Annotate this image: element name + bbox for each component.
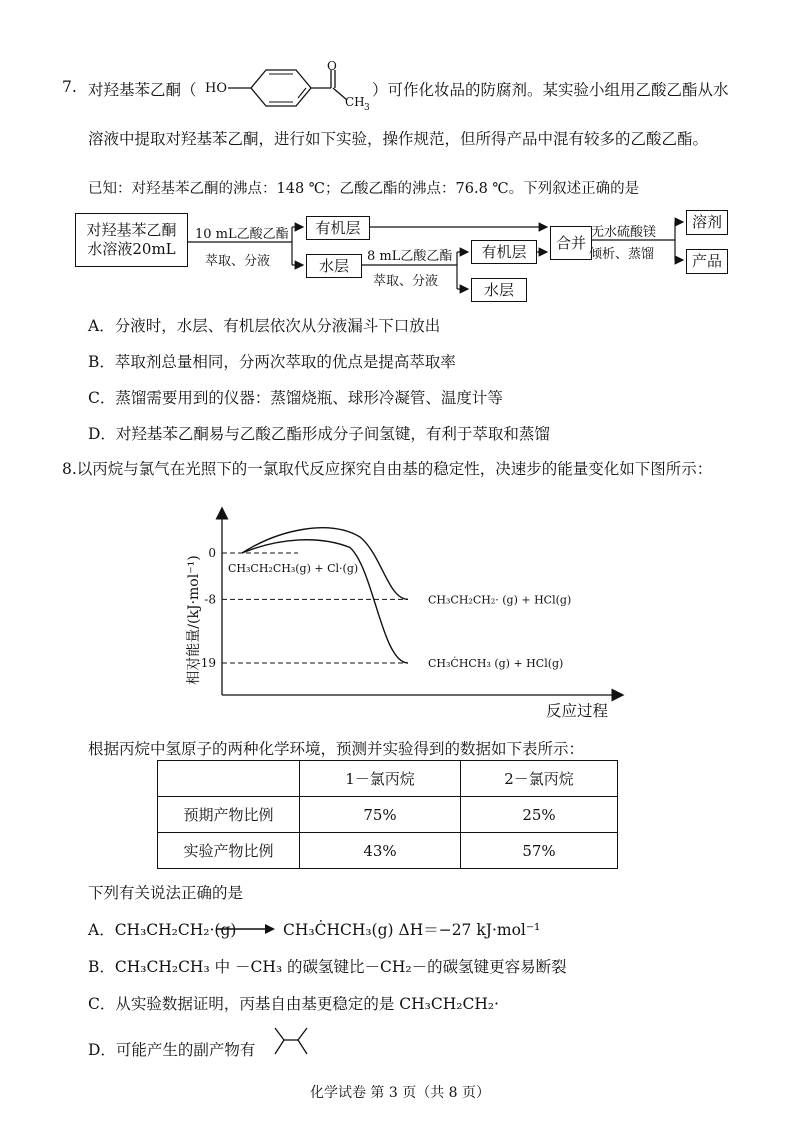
hydroxyacetophenone-structure — [205, 58, 375, 113]
q7-option-c: C．蒸馏需要用到的仪器：蒸馏烧瓶、球形冷凝管、温度计等 — [88, 389, 503, 407]
table-header-cell — [158, 761, 300, 797]
reaction-arrow-icon — [217, 922, 277, 936]
page-footer: 化学试卷 第 3 页（共 8 页） — [309, 1085, 491, 1101]
q8-intro: 8.以丙烷与氯气在光照下的一氯取代反应探究自由基的稳定性，决速步的能量变化如下图所示： — [62, 460, 713, 478]
y-axis-label: 相对能量/(kJ·mol⁻¹) — [186, 555, 202, 685]
ch3-subscript: 3 — [364, 103, 370, 113]
series-label: CH₃CH₂CH₂· (g) + HCl(g) — [428, 593, 572, 607]
q7-option-d: D．对羟基苯乙酮易与乙酸乙酯形成分子间氢键，有利于萃取和蒸馏 — [88, 425, 550, 443]
y-tick-label: -8 — [204, 592, 216, 607]
flow-combine-box: 合并 — [550, 226, 592, 260]
reactant-label: CH₃CH₂CH₃(g) + Cl·(g) — [228, 562, 359, 575]
q7-intro-a: 对羟基苯乙酮（ — [88, 81, 197, 99]
y-tick-label: 0 — [208, 546, 216, 560]
q7-intro-b: ）可作化妆品的防腐剂。某实验小组用乙酸乙酯从水 — [372, 81, 729, 99]
flow-organic2-box: 有机层 — [471, 240, 537, 264]
energy-profile-chart — [170, 505, 630, 720]
q7-line3: 已知：对羟基苯乙酮的沸点：148 ℃；乙酸乙酯的沸点：76.8 ℃。下列叙述正确的是 — [88, 181, 640, 197]
table-cell: 预期产物比例 — [158, 797, 300, 833]
table-cell: 57% — [461, 833, 618, 869]
table-row — [158, 833, 618, 869]
q8-option-b: B．CH₃CH₂CH₃ 中 －CH₃ 的碳氢键比－CH₂－的碳氢键更容易断裂 — [88, 958, 567, 976]
flow-step2-top: 8 mL乙酸乙酯 — [367, 249, 453, 264]
flow-water2-box: 水层 — [471, 278, 527, 302]
ho-label: HO — [205, 81, 227, 96]
flow-solvent-box: 溶剂 — [686, 210, 728, 235]
q7-option-b: B．萃取剂总量相同，分两次萃取的优点是提高萃取率 — [88, 353, 456, 371]
series-secondary-radical-curve — [242, 540, 408, 663]
flow-start-box — [75, 213, 188, 267]
table-header-row — [158, 761, 618, 797]
table-cell: 43% — [300, 833, 461, 869]
q7-line2: 溶液中提取对羟基苯乙酮，进行如下实验，操作规范，但所得产品中混有较多的乙酸乙酯。 — [88, 130, 709, 148]
flow-step3-bottom: 倾析、蒸馏 — [589, 247, 655, 262]
flow-step3-top: 无水硫酸镁 — [591, 225, 657, 240]
q8-option-a-right: CH₃ĊHCH₃(g) ΔH＝−27 kJ·mol⁻¹ — [283, 921, 541, 939]
x-axis-label: 反应过程 — [546, 702, 609, 720]
q8-question: 下列有关说法正确的是 — [88, 884, 244, 902]
flow-organic1-box: 有机层 — [306, 216, 370, 240]
q7-number: 7. — [62, 78, 77, 96]
table-row — [158, 797, 618, 833]
flow-product-box: 产品 — [686, 249, 728, 274]
ch3-label: CH — [345, 95, 365, 109]
flow-step2-bottom: 萃取、分液 — [373, 274, 439, 289]
table-cell: 75% — [300, 797, 461, 833]
flow-start-line1: 对羟基苯乙酮 — [86, 221, 177, 239]
q7-option-a: A．分液时，水层、有机层依次从分液漏斗下口放出 — [88, 317, 441, 335]
y-tick-label: -19 — [196, 656, 216, 670]
q8-option-d: D．可能产生的副产物有 — [88, 1041, 256, 1059]
table-header-cell: 2－氯丙烷 — [461, 761, 618, 797]
series-label: CH₃ĊHCH₃ (g) + HCl(g) — [428, 657, 564, 670]
table-intro: 根据丙烷中氢原子的两种化学环境，预测并实验得到的数据如下表所示： — [88, 740, 585, 758]
table-header-cell: 1－氯丙烷 — [300, 761, 461, 797]
q8-option-a-left: A．CH₃CH₂CH₂·(g) — [88, 921, 237, 939]
flow-step1-top: 10 mL乙酸乙酯 — [195, 227, 289, 242]
flow-water1-box: 水层 — [306, 254, 362, 278]
dimethylbutane-skeletal-structure — [272, 1024, 312, 1060]
oxygen-label: O — [327, 59, 337, 73]
table-cell: 25% — [461, 797, 618, 833]
product-ratio-table — [157, 760, 618, 869]
flow-step1-bottom: 萃取、分液 — [205, 254, 271, 269]
flow-start-line2: 水溶液20mL — [87, 240, 176, 258]
q8-option-c: C．从实验数据证明，丙基自由基更稳定的是 CH₃CH₂CH₂· — [88, 995, 499, 1013]
table-cell: 实验产物比例 — [158, 833, 300, 869]
